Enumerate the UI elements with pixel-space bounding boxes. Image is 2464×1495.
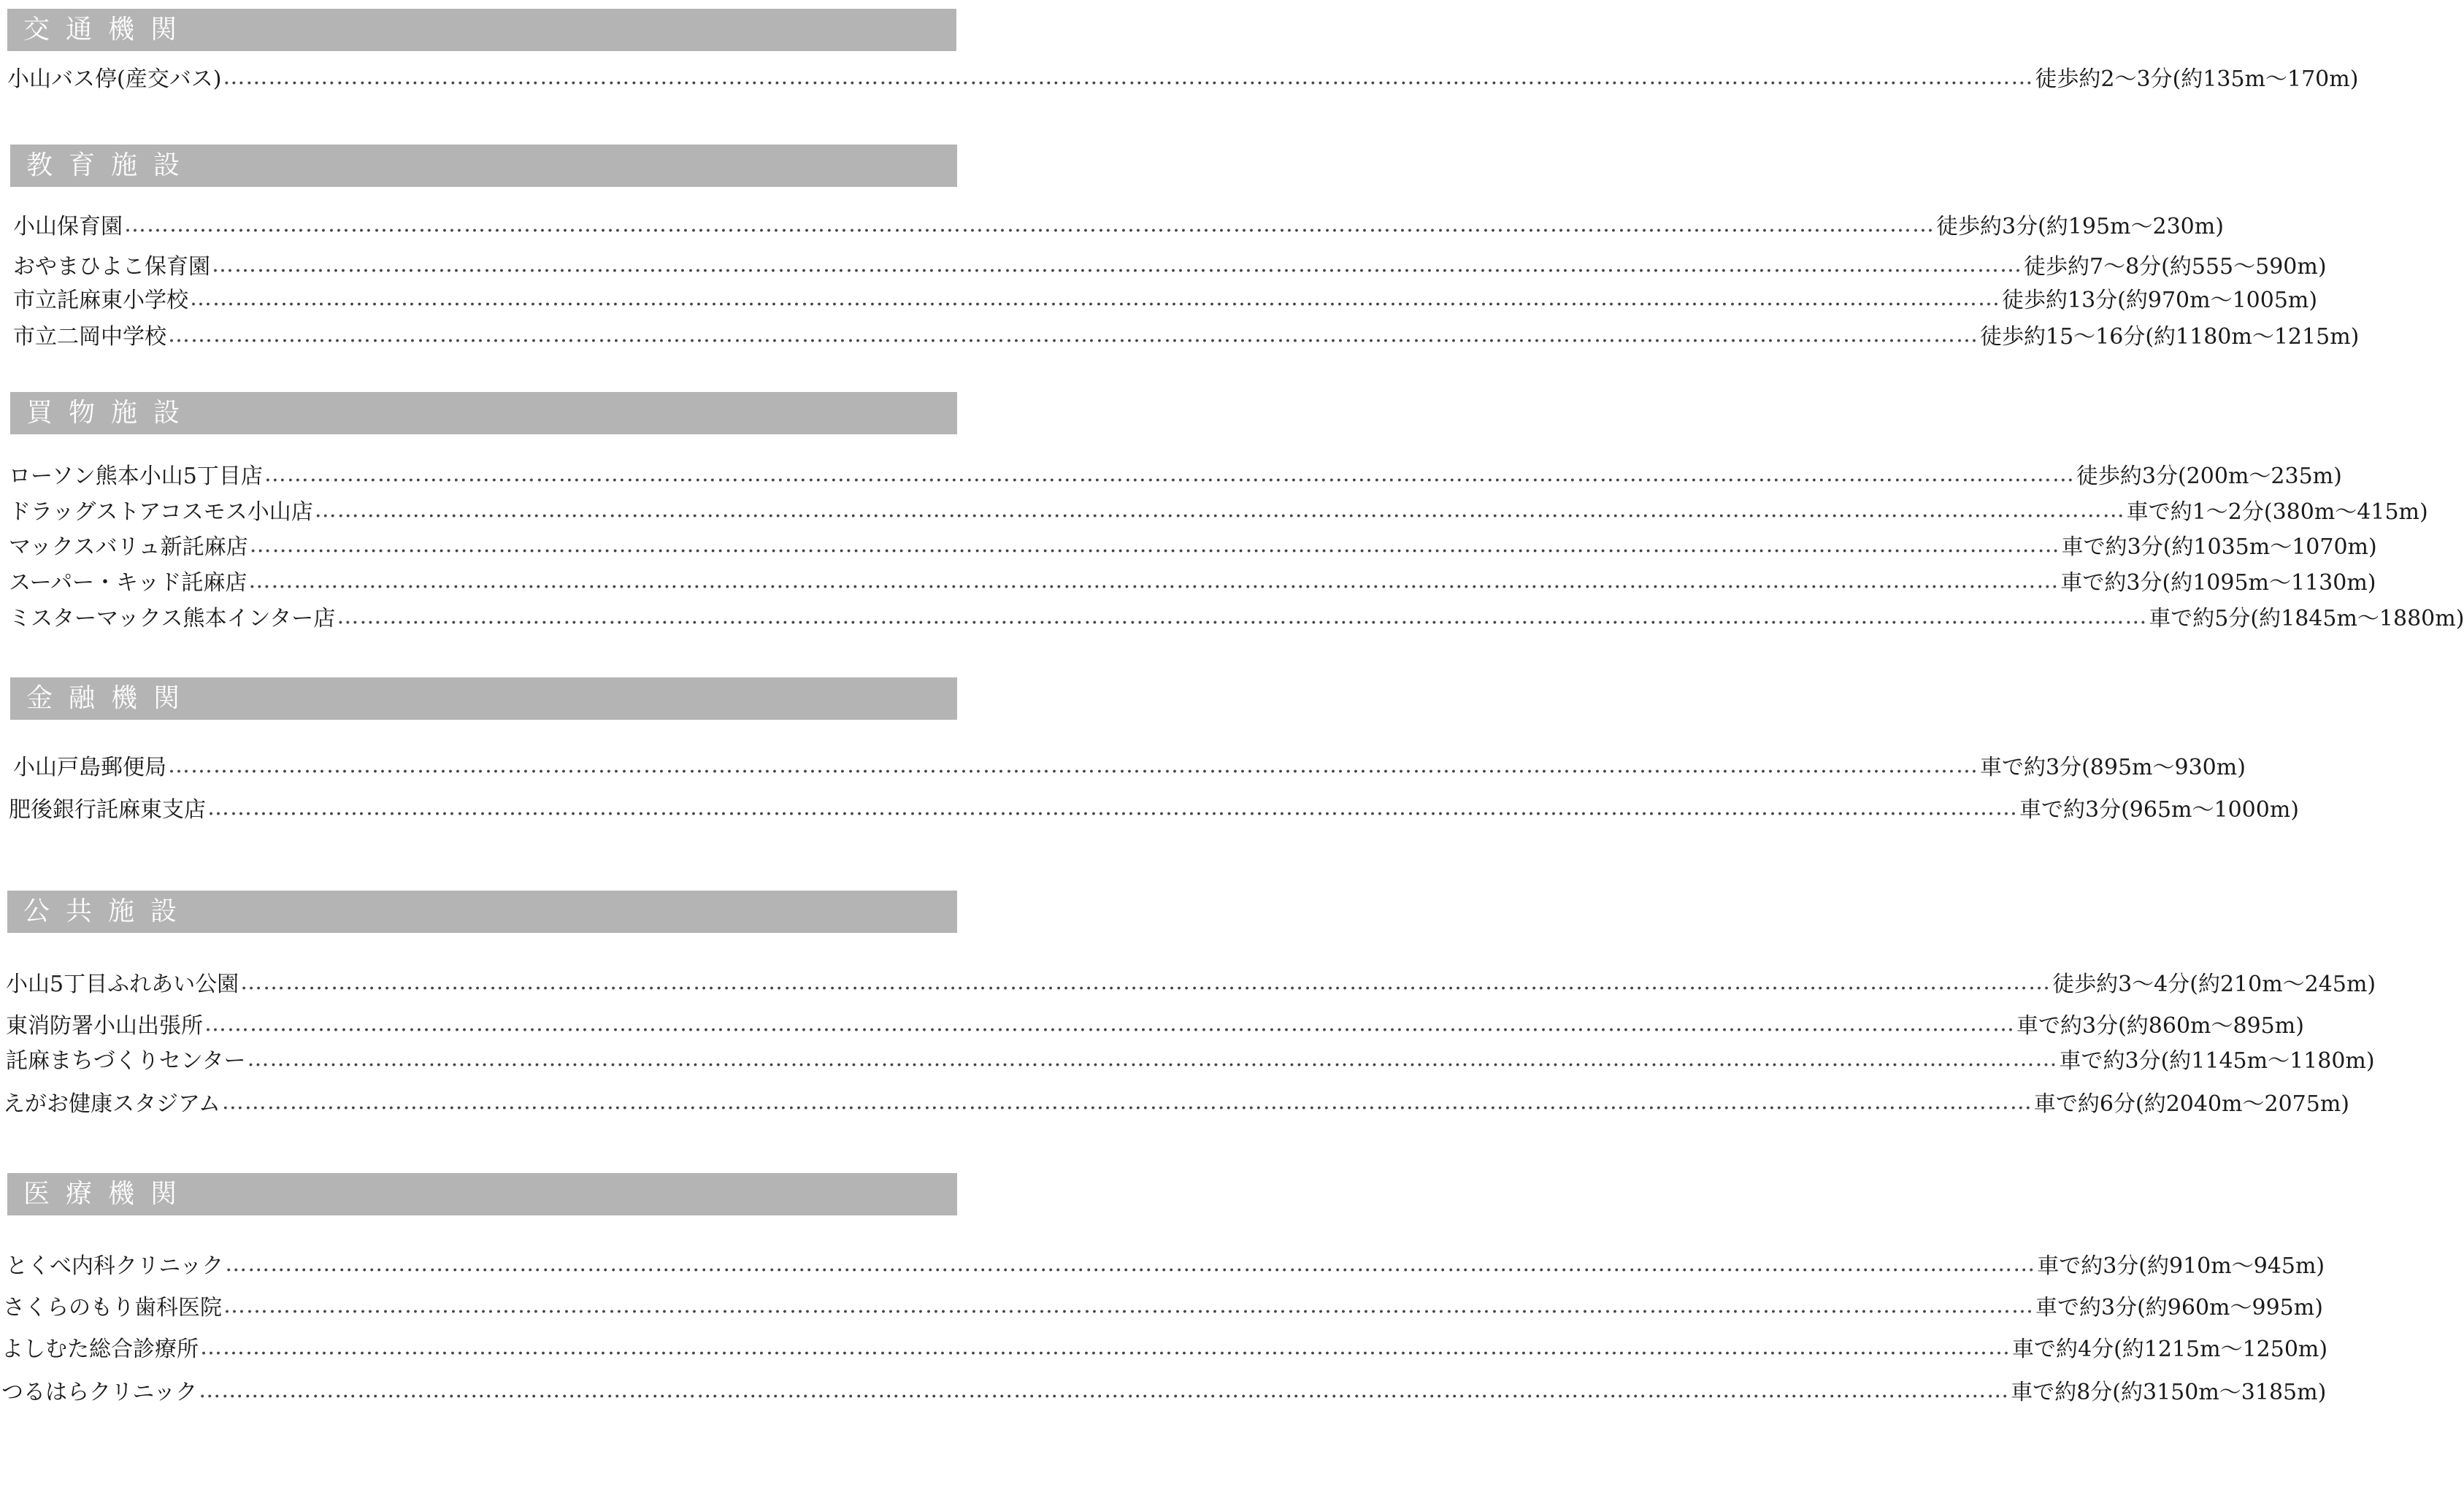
leader-dots: ……………………………………………………………………………………………………………………………………………………………………………………………………………………: [240, 969, 2052, 995]
facility-name: つるはらクリニック: [1, 1380, 198, 1405]
leader-dots: ……………………………………………………………………………………………………………………………………………………………………………………………………………………: [124, 211, 1935, 237]
facility-distance: 徒歩約15～16分(約1180m～1215m): [1980, 324, 2360, 350]
facility-distance: 車で約4分(約1215m～1250m): [2012, 1337, 2328, 1362]
list-item: [3, 1085, 2349, 1118]
list-item: [13, 318, 2360, 350]
list-item: [6, 966, 2376, 998]
leader-dots: ……………………………………………………………………………………………………………………………………………………………………………………………………………………: [264, 461, 2075, 487]
facility-name: ミスターマックス熊本インター店: [9, 606, 336, 631]
facility-distance: 徒歩約3分(約195m～230m): [1936, 214, 2224, 239]
section-heading: 交通機関: [7, 9, 956, 51]
list-item: [9, 564, 2376, 596]
facility-name: よしむた総合診療所: [1, 1337, 199, 1362]
facility-name: おやまひよこ保育園: [13, 254, 210, 280]
facility-name: ドラッグストアコスモス小山店: [9, 499, 313, 525]
facility-distance: 徒歩約13分(約970m～1005m): [2002, 288, 2318, 313]
leader-dots: ……………………………………………………………………………………………………………………………………………………………………………………………………………………: [223, 64, 2034, 90]
facility-distance: 車で約8分(約3150m～3185m): [2011, 1380, 2327, 1405]
facility-name: スーパー・キッド託麻店: [9, 570, 247, 596]
leader-dots: ……………………………………………………………………………………………………………………………………………………………………………………………………………………: [337, 603, 2148, 629]
facility-distance: 車で約3分(約860m～895m): [2016, 1013, 2304, 1039]
leader-dots: ……………………………………………………………………………………………………………………………………………………………………………………………………………………: [212, 251, 2022, 277]
list-item: [7, 61, 2359, 93]
list-item: [3, 1289, 2323, 1321]
facility-name: ローソン熊本小山5丁目店: [9, 464, 263, 489]
leader-dots: ……………………………………………………………………………………………………………………………………………………………………………………………………………………: [249, 531, 2060, 558]
facility-name: 東消防署小山出張所: [6, 1013, 203, 1039]
leader-dots: ……………………………………………………………………………………………………………………………………………………………………………………………………………………: [168, 321, 1979, 347]
leader-dots: ……………………………………………………………………………………………………………………………………………………………………………………………………………………: [314, 496, 2125, 523]
section-heading: 公共施設: [7, 891, 957, 933]
leader-dots: ……………………………………………………………………………………………………………………………………………………………………………………………………………………: [199, 1377, 2010, 1403]
facility-name: 市立託麻東小学校: [13, 288, 188, 313]
facility-distance: 車で約3分(約960m～995m): [2035, 1295, 2323, 1321]
list-item: [13, 208, 2224, 240]
leader-dots: ……………………………………………………………………………………………………………………………………………………………………………………………………………………: [190, 285, 2000, 311]
facility-name: 肥後銀行託麻東支店: [9, 797, 206, 823]
facility-distance: 車で約3分(約1095m～1130m): [2060, 570, 2376, 596]
section-heading: 医療機関: [7, 1173, 957, 1215]
section-heading: 教育施設: [10, 145, 957, 187]
list-item: [13, 248, 2327, 280]
facility-name: 託麻まちづくりセンター: [6, 1048, 246, 1074]
facility-distance: 車で約3分(965m～1000m): [2019, 797, 2299, 823]
facility-distance: 徒歩約2～3分(約135m～170m): [2035, 66, 2359, 92]
list-item: [1, 1331, 2328, 1363]
section-heading: 買物施設: [10, 392, 957, 434]
list-item: [9, 529, 2377, 561]
facility-name: 市立二岡中学校: [13, 324, 166, 350]
list-item: [9, 791, 2299, 823]
leader-dots: ……………………………………………………………………………………………………………………………………………………………………………………………………………………: [247, 1045, 2058, 1072]
facility-name: さくらのもり歯科医院: [3, 1295, 222, 1321]
list-item: [13, 749, 2246, 781]
leader-dots: ……………………………………………………………………………………………………………………………………………………………………………………………………………………: [168, 752, 1979, 778]
facility-name: マックスバリュ新託麻店: [9, 534, 248, 560]
list-item: [9, 600, 2464, 632]
leader-dots: ……………………………………………………………………………………………………………………………………………………………………………………………………………………: [221, 1088, 2033, 1115]
facility-distance: 車で約5分(約1845m～1880m): [2149, 606, 2464, 631]
leader-dots: ……………………………………………………………………………………………………………………………………………………………………………………………………………………: [225, 1250, 2036, 1277]
section-heading: 金融機関: [10, 677, 957, 720]
list-item: [6, 1042, 2375, 1075]
list-item: [6, 1007, 2304, 1039]
list-item: [13, 282, 2318, 314]
facility-distance: 徒歩約7～8分(約555～590m): [2024, 254, 2327, 280]
leader-dots: ……………………………………………………………………………………………………………………………………………………………………………………………………………………: [204, 1010, 2015, 1037]
facility-distance: 車で約3分(約1035m～1070m): [2061, 534, 2377, 560]
facility-name: とくべ内科クリニック: [6, 1253, 224, 1279]
facility-distance: 車で約6分(約2040m～2075m): [2033, 1091, 2349, 1117]
facility-distance: 車で約3分(約1145m～1180m): [2059, 1048, 2375, 1074]
leader-dots: ……………………………………………………………………………………………………………………………………………………………………………………………………………………: [207, 794, 2018, 820]
leader-dots: ……………………………………………………………………………………………………………………………………………………………………………………………………………………: [200, 1334, 2011, 1360]
facility-distance: 車で約3分(約910m～945m): [2037, 1253, 2325, 1279]
facility-distance: 車で約3分(895m～930m): [1980, 755, 2246, 780]
list-item: [9, 458, 2342, 490]
facility-name: 小山保育園: [13, 214, 123, 239]
facility-name: 小山戸島郵便局: [13, 755, 166, 780]
facility-distance: 徒歩約3分(200m～235m): [2076, 464, 2342, 489]
facility-name: えがお健康スタジアム: [3, 1091, 220, 1117]
list-item: [9, 493, 2428, 526]
facility-distance: 徒歩約3～4分(約210m～245m): [2052, 972, 2376, 997]
list-item: [6, 1248, 2325, 1280]
facility-distance: 車で約1～2分(380m～415m): [2126, 499, 2428, 525]
facility-name: 小山5丁目ふれあい公園: [6, 972, 239, 997]
leader-dots: ……………………………………………………………………………………………………………………………………………………………………………………………………………………: [223, 1292, 2034, 1318]
facility-name: 小山バス停(産交バス): [7, 66, 222, 92]
list-item: [1, 1374, 2327, 1406]
leader-dots: ……………………………………………………………………………………………………………………………………………………………………………………………………………………: [248, 567, 2060, 593]
